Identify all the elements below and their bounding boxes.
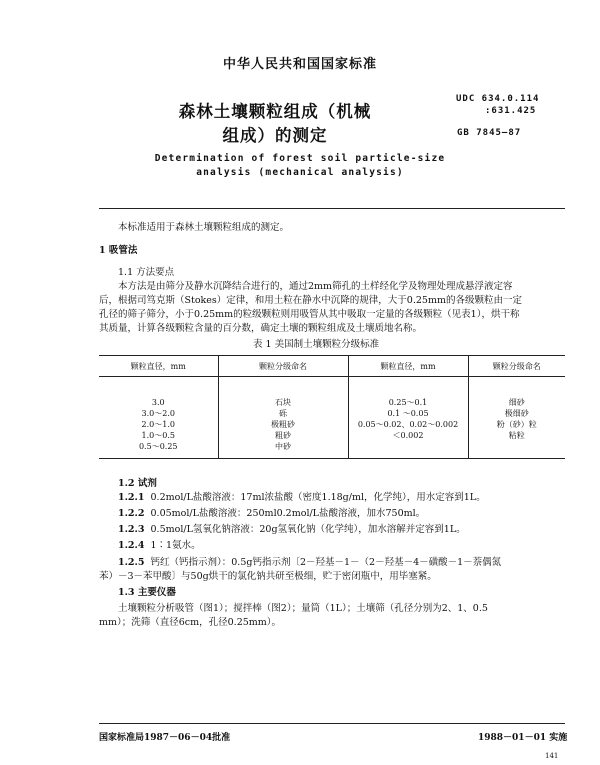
cell-value: 石块	[275, 398, 291, 407]
para-line: 本方法是由筛分及静水沉降结合进行的，通过2mm筛孔的土样经化学及物理处理成悬浮液定容	[118, 281, 513, 292]
grading-table	[99, 355, 565, 459]
standard-header: 中华人民共和国国家标准	[222, 57, 377, 72]
table-cell-col1	[99, 377, 218, 459]
table-header: 颗粒直径，mm	[99, 356, 218, 377]
cell-value: 0.05～0.02、0.02～0.002	[357, 420, 459, 429]
cell-value: 极细砂	[504, 409, 529, 418]
page-number: 141	[545, 752, 559, 760]
cell-value: ＜0.002	[392, 431, 424, 440]
cell-value: 1.0～0.5	[141, 431, 175, 440]
table-caption: 表 1 美国制土壤颗粒分级标准	[253, 339, 380, 350]
title-line-1: 森林土壤颗粒组成（机械	[178, 102, 372, 121]
reagent-number: 1.2.1	[118, 492, 145, 503]
cell-value: 2.0～1.0	[141, 420, 175, 429]
cell-value: 0.5～0.25	[138, 442, 178, 451]
scope-text: 本标准适用于森林土壤颗粒组成的测定。	[118, 222, 290, 233]
title-line-2: 组成）的测定	[222, 126, 328, 145]
reagent-line	[118, 524, 466, 536]
reagent-line	[118, 540, 201, 552]
table-cell-col3	[348, 377, 468, 459]
cell-value: 0.25～0.1	[388, 398, 428, 407]
reagent-text: 钙红（钙指示剂）：0.5g钙指示剂〔2－羟基－1－（2－羟基－4－磺酸－1－萘偶氮	[150, 557, 502, 568]
cell-value: 0.1 ～0.05	[387, 409, 429, 418]
cell-value: 3.0	[151, 398, 165, 407]
instruments-line: mm）；洗筛（直径6cm，孔径0.25mm）。	[99, 617, 282, 628]
english-title-1: Determination of forest soil particle-size	[154, 153, 446, 164]
reagent-text: 0.2mol/L盐酸溶液：17ml浓盐酸（密度1.18g/ml，化学纯），用水定容到1L。	[150, 492, 486, 503]
instruments-line: 土壤颗粒分析吸管（图1）；搅拌棒（图2）；量筒（1L）；土壤筛（孔径分别为2、1、0.5	[118, 603, 488, 614]
cell-value: 粘粒	[508, 431, 525, 440]
cell-value: 砾	[279, 409, 287, 418]
approval-date: 国家标准局1987－06－04批准	[99, 733, 231, 743]
header-rule	[99, 208, 565, 209]
reagent-number: 1.2.5	[118, 557, 145, 568]
gb-code: GB 7845—87	[457, 128, 522, 138]
reagent-line	[118, 557, 501, 569]
section-1-title: 1 吸管法	[99, 245, 138, 256]
reagent-line	[118, 492, 486, 504]
para-line: 后，根据司笃克斯（Stokes）定律，和用土粒在静水中沉降的规律，大于0.25mm的各级颗粒由一定	[99, 295, 522, 306]
reagent-number: 1.2.3	[118, 524, 145, 535]
footer-rule	[99, 723, 565, 724]
subsection-1-1-title: 1.1 方法要点	[118, 267, 175, 278]
cell-value: 细砂	[508, 398, 525, 407]
table-header: 颗粒分级命名	[468, 356, 565, 377]
udc-code-2: :631.425	[485, 106, 537, 116]
subsection-1-2-title: 1.2 试剂	[118, 478, 157, 489]
cell-value: 3.0～2.0	[141, 409, 175, 418]
table-cell-col4	[468, 377, 565, 459]
reagent-number: 1.2.4	[118, 540, 145, 551]
reagent-text: 1∶1氨水。	[150, 540, 201, 551]
cell-value: 粉（砂）粒	[496, 420, 537, 429]
cell-value: 中砂	[275, 442, 291, 451]
reagent-continuation: 苯）－3－苯甲酸〕与50g烘干的氯化钠共研至极细，贮于密闭瓶中，用毕塞紧。	[99, 571, 437, 582]
cell-value: 极粗砂	[271, 420, 295, 429]
reagent-line	[118, 508, 425, 520]
table-header: 颗粒直径，mm	[348, 356, 468, 377]
reagent-number: 1.2.2	[118, 508, 145, 519]
table-cell-col2	[218, 377, 348, 459]
para-line: 其质量，计算各级颗粒含量的百分数，确定土壤的颗粒组成及土壤质地名称。	[99, 323, 423, 334]
subsection-1-3-title: 1.3 主要仪器	[118, 587, 176, 598]
reagent-text: 0.5mol/L氢氧化钠溶液：20g氢氧化钠（化学纯），加水溶解并定容到1L。	[150, 524, 466, 535]
reagent-text: 0.05mol/L盐酸溶液：250ml0.2mol/L盐酸溶液，加水750ml。	[150, 508, 426, 519]
english-title-2: analysis (mechanical analysis)	[196, 167, 404, 178]
para-line: 孔径的筛子筛分，小于0.25mm的粒级颗粒则用吸管从其中吸取一定量的各级颗粒（见表1），烘干称	[99, 309, 520, 320]
implementation-date: 1988－01－01 实施	[478, 733, 568, 743]
table-header: 颗粒分级命名	[218, 356, 348, 377]
udc-code-1: UDC 634.0.114	[456, 94, 540, 104]
cell-value: 粗砂	[275, 431, 291, 440]
